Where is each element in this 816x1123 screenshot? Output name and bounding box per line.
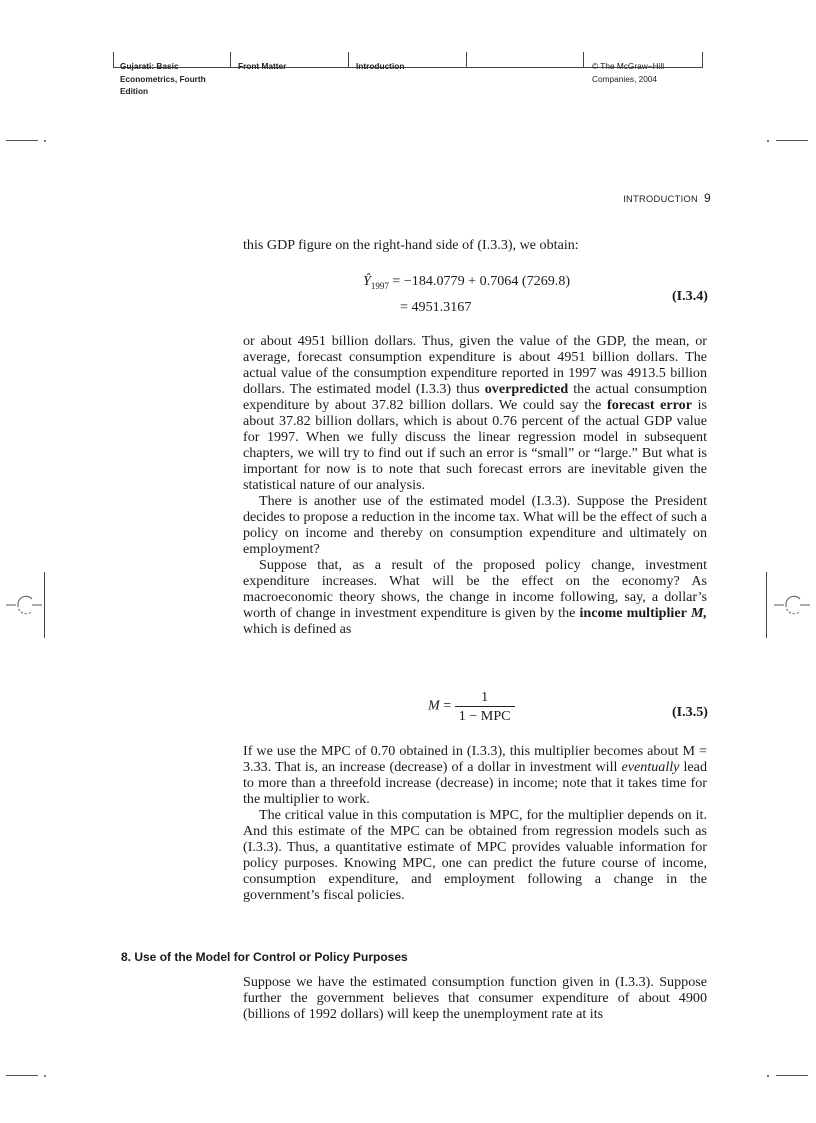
crop-mark [776, 140, 808, 141]
paragraph: If we use the MPC of 0.70 obtained in (I.3.3), this multiplier becomes about M = 3.33. That is, an increase (decrease) of a dollar in investment will eventually lead to more than a threefold increase (decrease) in income; note that it takes time for the multiplier to work. [243, 743, 707, 807]
header-divider [702, 52, 703, 67]
page-number: 9 [704, 191, 711, 205]
eq-lhs: Ŷ [363, 273, 371, 289]
crop-mark [767, 140, 769, 142]
fraction-numerator: 1 [455, 688, 515, 707]
equation-line-1 [363, 273, 570, 291]
header-copyright: © The McGraw−Hill Companies, 2004 [592, 61, 665, 84]
crop-mark [6, 1075, 38, 1076]
header-divider [113, 52, 114, 67]
paragraph: this GDP figure on the right-hand side of (I.3.3), we obtain: [243, 237, 579, 253]
body-text-block-1 [243, 333, 707, 637]
equation-number: (I.3.5) [671, 704, 708, 720]
paragraph: There is another use of the estimated model (I.3.3). Suppose the President decides to propose a reduction in the income tax. What will be the effect of such a policy on income and thereby on consumption expenditure and ultimately on employment? [243, 493, 707, 557]
paragraph: The critical value in this computation is MPC, for the multiplier depends on it. And this estimate of the MPC can be obtained from regression models such as (I.3.3). Thus, a quantitative estimate of MPC provides valuable information for policy purposes. Knowing MPC, one can predict the future course of income, consumption expenditure, and employment following a change in the government’s fiscal policies. [243, 807, 707, 903]
section-heading: 8. Use of the Model for Control or Policy Purposes [121, 950, 408, 964]
registration-mark-right [772, 585, 812, 625]
header-divider [583, 52, 584, 67]
crop-mark [44, 1075, 46, 1077]
crop-mark [776, 1075, 808, 1076]
paragraph: Suppose that, as a result of the proposed policy change, investment expenditure increases. What will be the effect on the economy? As macroeconomic theory shows, the change in income following, say, a dollar’s worth of change in investment expenditure is given by the income multiplier M, which is defined as [243, 557, 707, 637]
header-part: Front Matter [238, 61, 287, 71]
registration-mark-left [4, 585, 44, 625]
crop-mark [767, 1075, 769, 1077]
crop-mark [6, 140, 38, 141]
paragraph: or about 4951 billion dollars. Thus, given the value of the GDP, the mean, or average, forecast consumption expenditure is about 4951 billion dollars. The actual value of the consumption expenditure reported in 1997 was 4913.5 billion dollars. The estimated model (I.3.3) thus overpredicted the actual consumption expenditure by about 37.82 billion dollars. We could say the forecast error is about 37.82 billion dollars, which is about 0.76 percent of the actual GDP value for 1997. When we fully discuss the linear regression model in subsequent chapters, we will try to find out if such an error is “small” or “large.” But what is important for now is to note that such forecast errors are inevitable given the statistical nature of our analysis. [243, 333, 708, 493]
equation-line-2: = 4951.3167 [400, 299, 472, 315]
header-chapter: Introduction [356, 61, 405, 71]
running-head-title: INTRODUCTION [623, 194, 699, 204]
eq-rhs-1: = −184.0779 + 0.7064 (7269.8) [392, 273, 571, 289]
header-divider [348, 52, 349, 67]
crop-mark [44, 140, 46, 142]
header-divider [466, 52, 467, 67]
fraction-denominator: 1 − MPC [458, 708, 511, 724]
margin-rule [44, 572, 45, 638]
margin-rule [766, 572, 767, 638]
header-book-title: Gujarati: Basic Econometrics, Fourth Edition [120, 61, 206, 96]
header-divider [230, 52, 231, 67]
fraction [455, 688, 515, 725]
body-text-block-3 [243, 974, 707, 1022]
intro-line [243, 237, 707, 253]
running-head [623, 191, 711, 205]
equation-multiplier: M = $\frac{1}{\text{1 − MPC}}$ [428, 688, 515, 725]
paragraph: Suppose we have the estimated consumption function given in (I.3.3). Suppose further the government believes that consumer expenditure of about 4900 (billions of 1992 dollars) will keep the unemployment rate at its [243, 974, 707, 1022]
equation-number: (I.3.4) [671, 288, 708, 304]
body-text-block-2 [243, 743, 707, 903]
eq-lhs-sub: 1997 [370, 280, 389, 291]
